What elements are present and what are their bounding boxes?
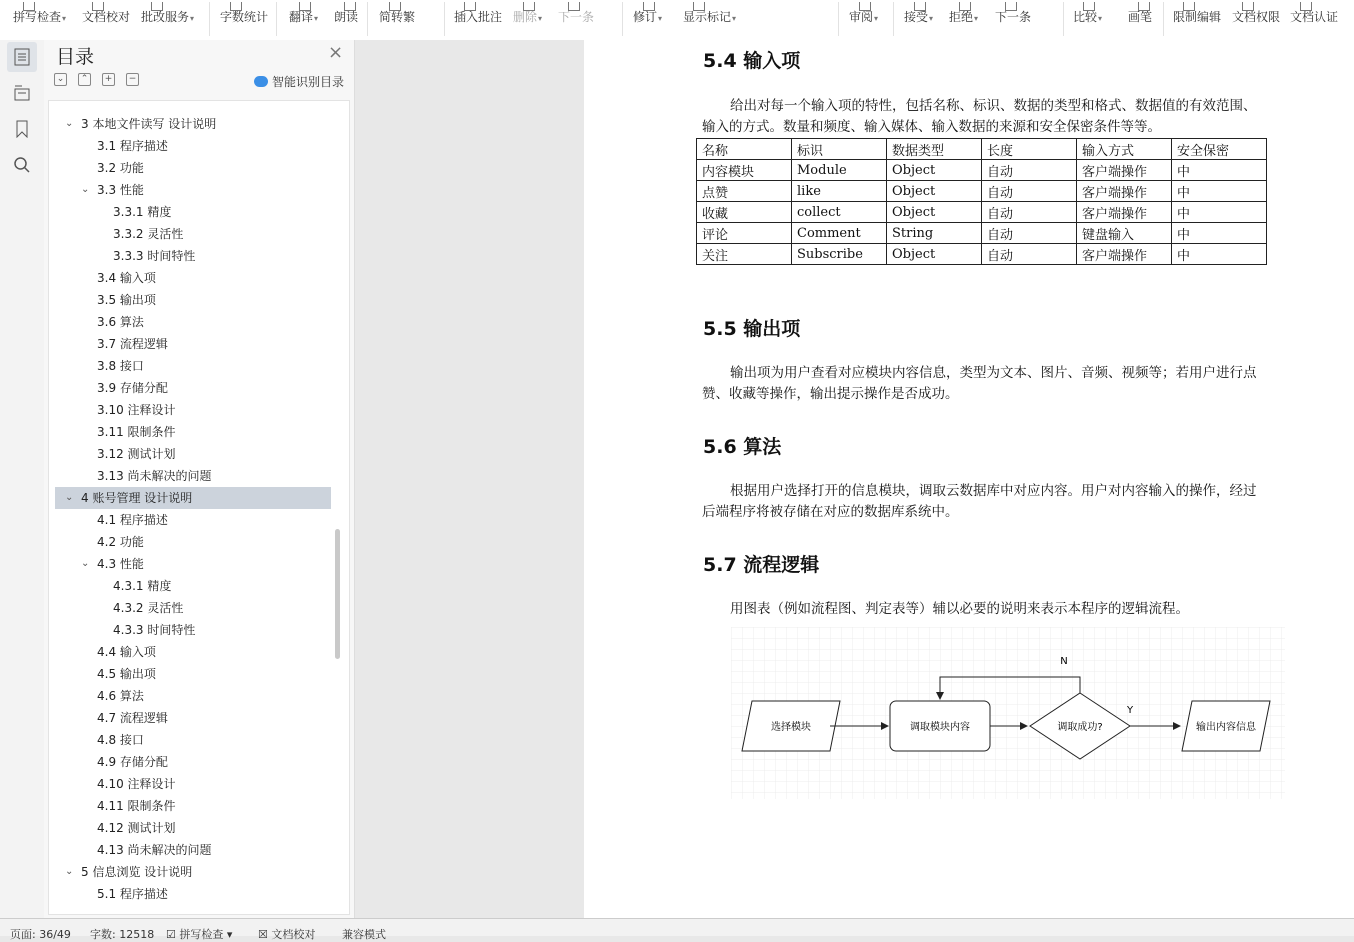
toc-item[interactable] [55,399,331,421]
document-page [584,40,1354,918]
table-row [697,181,1267,202]
chevron-down-icon: ▾ [190,14,195,23]
flow-label-yes: Y [1126,705,1134,716]
toolbar-label: 拒绝 [949,10,974,24]
toc-item-label: 3.13 尚未解决的问题 [97,469,212,483]
toc-item-label: 5 信息浏览 设计说明 [81,865,193,879]
table-cell: 收藏 [697,202,792,223]
remove-heading-icon[interactable]: − [126,73,139,86]
toc-item-label: 3.12 测试计划 [97,447,176,461]
toolbar-doc-proof-button[interactable] [82,8,130,25]
table-cell: 评论 [697,223,792,244]
toc-item[interactable] [55,311,331,333]
toc-item-label: 3.10 注释设计 [97,403,176,417]
toolbar-label: 下一条 [995,10,1032,24]
chapter-nav-button[interactable] [7,78,37,108]
page-count: 页面: 36/49 [10,928,71,941]
toc-item-label: 3.3.3 时间特性 [113,249,196,263]
table-cell: 中 [1172,181,1267,202]
table-row [697,202,1267,223]
toc-item[interactable] [55,729,331,751]
toolbar-label: 插入批注 [454,10,503,24]
chevron-down-icon: ▾ [929,14,934,23]
toolbar-restrict-edit-button[interactable] [1173,8,1221,25]
toc-view-button[interactable] [7,42,37,72]
table-cell: Object [887,181,982,202]
toc-item-label: 3.9 存储分配 [97,381,168,395]
read-aloud-icon [344,2,356,11]
table-header-cell: 输入方式 [1077,139,1172,160]
table-cell: 客户端操作 [1077,160,1172,181]
table-cell: 中 [1172,202,1267,223]
toc-item[interactable] [55,443,331,465]
toolbar-label: 限制编辑 [1173,10,1222,24]
toc-item-label: 4.1 程序描述 [97,513,168,527]
toolbar-label: 文档权限 [1232,10,1281,24]
flow-label-no: N [1060,656,1068,667]
table-cell: 中 [1172,244,1267,265]
heading-5-6: 5.6 算法 [703,436,782,458]
toc-item[interactable] [55,531,331,553]
toc-item[interactable] [55,619,331,641]
toc-item-label: 3.3.2 灵活性 [113,227,184,241]
table-cell: 自动 [982,244,1077,265]
table-cell: String [887,223,982,244]
toolbar-compare-button[interactable] [1073,8,1102,25]
delete-comment-icon [523,2,535,11]
toc-item-label: 3.1 程序描述 [97,139,168,153]
table-header-row [697,139,1267,160]
toc-item[interactable] [55,707,331,729]
translate-icon [299,2,311,11]
toc-item[interactable] [55,641,331,663]
next-comment-icon [568,2,580,11]
toc-item-label: 3 本地文件读写 设计说明 [81,117,217,131]
toolbar-next-change-button[interactable] [995,8,1031,25]
doc-cert-icon [1300,2,1312,11]
chevron-down-icon: ▾ [538,14,543,23]
input-items-table [696,138,1267,265]
toolbar-label: 拼写检查 [13,10,62,24]
table-cell: Module [792,160,887,181]
document-canvas-margin [355,40,584,918]
expand-up-icon[interactable]: ⌃ [78,73,91,86]
toolbar-label: 修订 [633,10,658,24]
toc-item[interactable] [55,135,331,157]
toc-item[interactable] [55,421,331,443]
heading-5-4: 5.4 输入项 [703,50,801,72]
toc-item[interactable] [55,553,331,575]
toc-item-label: 4.4 输入项 [97,645,156,659]
table-cell: 内容模块 [697,160,792,181]
toc-item[interactable] [55,113,331,135]
toc-title: 目录 [56,46,95,68]
compat-mode: 兼容模式 [342,928,386,941]
smart-toc-button[interactable] [254,73,344,90]
compare-icon [1083,2,1095,11]
toolbar-pen-button[interactable] [1128,8,1152,25]
toc-item[interactable] [55,201,331,223]
toc-list [48,100,350,915]
table-cell: like [792,181,887,202]
toolbar-label: 翻译 [289,10,314,24]
left-rail [0,40,45,918]
toolbar-label: 比较 [1073,10,1098,24]
toc-item-label: 4.9 存储分配 [97,755,168,769]
toolbar-read-aloud-button[interactable] [334,8,358,25]
toolbar-label: 简转繁 [379,10,416,24]
table-row [697,244,1267,265]
toc-item[interactable] [55,663,331,685]
toc-item-label: 4.7 流程逻辑 [97,711,168,725]
track-changes-icon [643,2,655,11]
pen-icon [1138,2,1150,11]
chevron-down-icon[interactable]: ⌄ [65,866,74,877]
doc-proof-status[interactable] [258,926,315,942]
toc-item[interactable] [55,377,331,399]
toc-item-label: 4.12 测试计划 [97,821,176,835]
bookmark-button[interactable] [7,114,37,144]
toc-scrollbar[interactable] [335,529,340,659]
toolbar-translate-button[interactable] [289,8,318,25]
toolbar-show-markup-button[interactable] [683,8,736,25]
toolbar-separator [367,2,368,36]
show-markup-icon [693,2,705,11]
spell-check-icon [23,2,35,11]
toolbar-insert-comment-button[interactable] [454,8,502,25]
paragraph-5-6: 根据用户选择打开的信息模块，调取云数据库中对应内容。用户对内容输入的操作，经过后端程序将被存储在对应的数据库系统中。 [702,483,1257,520]
next-change-icon [1005,2,1017,11]
table-cell: 自动 [982,202,1077,223]
table-row [697,160,1267,181]
toc-item[interactable] [55,333,331,355]
review-toolbar [0,0,1354,41]
doc-permission-icon [1242,2,1254,11]
toc-item-label: 3.11 限制条件 [97,425,176,439]
table-cell: Object [887,244,982,265]
toolbar-word-count-button[interactable] [220,8,268,25]
flowchart [731,627,1285,799]
toc-item-label: 4.11 限制条件 [97,799,176,813]
toolbar-separator [209,2,210,36]
toc-item-label: 4.6 算法 [97,689,144,703]
restrict-edit-icon [1183,2,1195,11]
add-heading-icon[interactable]: + [102,73,115,86]
table-cell: 点赞 [697,181,792,202]
toc-item[interactable] [55,575,331,597]
toc-item-label: 3.3.1 精度 [113,205,172,219]
bookmark-icon [15,120,29,138]
toolbar-separator [622,2,623,36]
word-count-icon [230,2,242,11]
toolbar-label: 文档认证 [1290,10,1339,24]
flow-text-select: 选择模块 [771,722,811,733]
table-cell: 自动 [982,223,1077,244]
heading-5-5: 5.5 输出项 [703,318,801,340]
insert-comment-icon [464,2,476,11]
toolbar-label: 删除 [513,10,538,24]
toolbar-label: 显示标记 [683,10,732,24]
toc-item[interactable] [55,157,331,179]
table-cell: 客户端操作 [1077,202,1172,223]
toc-item-label: 4.3.1 精度 [113,579,172,593]
toc-item-label: 5.1 程序描述 [97,887,168,901]
toolbar-label: 文档校对 [82,10,131,24]
chevron-down-icon[interactable]: ⌄ [65,118,74,129]
toc-item-label: 4 账号管理 设计说明 [81,491,193,505]
toc-item[interactable] [55,751,331,773]
toc-item-label: 3.4 输入项 [97,271,156,285]
smart-toc-icon [254,76,268,87]
toc-item-label: 3.3 性能 [97,183,144,197]
toc-item[interactable] [55,245,331,267]
table-cell: 客户端操作 [1077,244,1172,265]
table-cell: Object [887,202,982,223]
table-header-cell: 长度 [982,139,1077,160]
toc-item[interactable] [55,509,331,531]
chevron-down-icon: ▾ [732,14,737,23]
toc-item-label: 4.2 功能 [97,535,144,549]
toolbar-delete-comment-button[interactable] [513,8,542,25]
chapter-icon [13,84,31,102]
chevron-down-icon: ▾ [658,14,663,23]
doc-proof-label: 文档校对 [271,928,316,941]
toc-item-label: 3.7 流程逻辑 [97,337,168,351]
toc-item-label: 3.8 接口 [97,359,144,373]
paragraph-5-7: 用图表（例如流程图、判定表等）辅以必要的说明来表示本程序的逻辑流程。 [730,601,1189,617]
table-cell: 自动 [982,181,1077,202]
table-cell: Comment [792,223,887,244]
table-cell: collect [792,202,887,223]
chevron-down-icon: ▾ [62,14,67,23]
toc-item[interactable] [55,685,331,707]
toc-item-label: 4.3.2 灵活性 [113,601,184,615]
table-row [697,223,1267,244]
toc-item-label: 3.5 输出项 [97,293,156,307]
toc-panel [44,40,355,918]
accept-icon [914,2,926,11]
spell-check-label: 拼写检查 [179,928,224,941]
chevron-down-icon: ▾ [974,14,979,23]
chevron-down-icon: ▾ [874,14,879,23]
toc-item[interactable] [55,817,331,839]
table-cell: 中 [1172,160,1267,181]
toolbar-label: 审阅 [849,10,874,24]
toolbar-simplified-traditional-button[interactable] [379,8,415,25]
simplified-traditional-icon [389,2,401,11]
flow-text-fetch: 调取模块内容 [910,722,970,733]
toc-item[interactable] [55,179,331,201]
toc-item[interactable] [55,795,331,817]
toolbar-separator [1163,2,1164,36]
toolbar-reject-button[interactable] [949,8,978,25]
toc-icon [14,48,30,66]
heading-5-7: 5.7 流程逻辑 [703,554,820,576]
toolbar-label: 朗读 [334,10,359,24]
table-cell: Subscribe [792,244,887,265]
paragraph-5-4: 给出对每一个输入项的特性，包括名称、标识、数据的类型和格式、数据值的有效范围、输入的方式。数量和频度、输入媒体、输入数据的来源和安全保密条件等等。 [702,98,1257,135]
toolbar-label: 批改服务 [141,10,190,24]
toc-item-label: 3.6 算法 [97,315,144,329]
flow-text-output: 输出内容信息 [1196,722,1256,733]
chevron-down-icon[interactable]: ⌄ [65,492,74,503]
toolbar-separator [838,2,839,36]
table-cell: 客户端操作 [1077,181,1172,202]
toolbar-next-comment-button[interactable] [558,8,594,25]
chevron-down-icon: ▾ [1098,14,1103,23]
toc-item[interactable] [55,773,331,795]
toc-item[interactable] [55,267,331,289]
toolbar-separator [444,2,445,36]
chevron-down-icon[interactable]: ⌄ [81,558,90,569]
table-cell: 键盘输入 [1077,223,1172,244]
doc-proof-icon [92,2,104,11]
toc-item[interactable] [55,223,331,245]
search-icon [13,156,31,174]
toc-item[interactable] [55,883,331,905]
toolbar-separator [276,2,277,36]
checkbox-icon: ☑ [166,928,176,941]
toc-item[interactable] [55,839,331,861]
table-cell: 中 [1172,223,1267,244]
toc-item-label: 3.2 功能 [97,161,144,175]
word-count[interactable]: 字数: 12518 [90,928,155,941]
toolbar-separator [1063,2,1064,36]
toc-item[interactable] [55,355,331,377]
search-button[interactable] [7,150,37,180]
proof-icon: ☒ [258,928,268,941]
toolbar-track-changes-button[interactable] [633,8,662,25]
toolbar-label: 接受 [904,10,929,24]
toc-item[interactable] [55,861,331,883]
toc-item-label: 4.3 性能 [97,557,144,571]
toc-item[interactable] [55,465,331,487]
toolbar-review-button[interactable] [849,8,878,25]
table-header-cell: 数据类型 [887,139,982,160]
toc-item-label: 4.13 尚未解决的问题 [97,843,212,857]
toolbar-spell-check-button[interactable] [13,8,66,25]
table-header-cell: 标识 [792,139,887,160]
status-bar [0,918,1354,941]
table-cell: 关注 [697,244,792,265]
toolbar-label: 字数统计 [220,10,269,24]
correction-service-icon [151,2,163,11]
toolbar-label: 下一条 [558,10,595,24]
toolbar-separator [893,2,894,36]
review-icon [859,2,871,11]
smart-toc-label: 智能识别目录 [272,75,345,89]
toc-item-label: 4.5 输出项 [97,667,156,681]
toc-item[interactable] [55,487,331,509]
toc-item-label: 4.10 注释设计 [97,777,176,791]
toc-item-label: 4.8 接口 [97,733,144,747]
collapse-all-icon[interactable]: ⌄ [54,73,67,86]
chevron-down-icon[interactable]: ⌄ [81,184,90,195]
table-cell: Object [887,160,982,181]
toc-item[interactable] [55,289,331,311]
close-icon[interactable]: × [328,42,344,63]
chevron-down-icon: ▾ [314,14,319,23]
spell-check-status[interactable]: ☑ 拼写检查 ▾ [166,928,233,941]
toolbar-accept-button[interactable] [904,8,933,25]
toolbar-doc-cert-button[interactable] [1290,8,1338,25]
table-cell: 自动 [982,160,1077,181]
table-header-cell: 名称 [697,139,792,160]
toolbar-doc-permission-button[interactable] [1232,8,1280,25]
toolbar-correction-service-button[interactable] [141,8,194,25]
table-header-cell: 安全保密 [1172,139,1267,160]
paragraph-5-5: 输出项为用户查看对应模块内容信息，类型为文本、图片、音频、视频等；若用户进行点赞、收藏等操作，输出提示操作是否成功。 [702,365,1257,402]
reject-icon [959,2,971,11]
toolbar-label: 画笔 [1128,10,1153,24]
flow-text-decision: 调取成功? [1057,722,1103,733]
toc-item-label: 4.3.3 时间特性 [113,623,196,637]
toc-item[interactable] [55,597,331,619]
